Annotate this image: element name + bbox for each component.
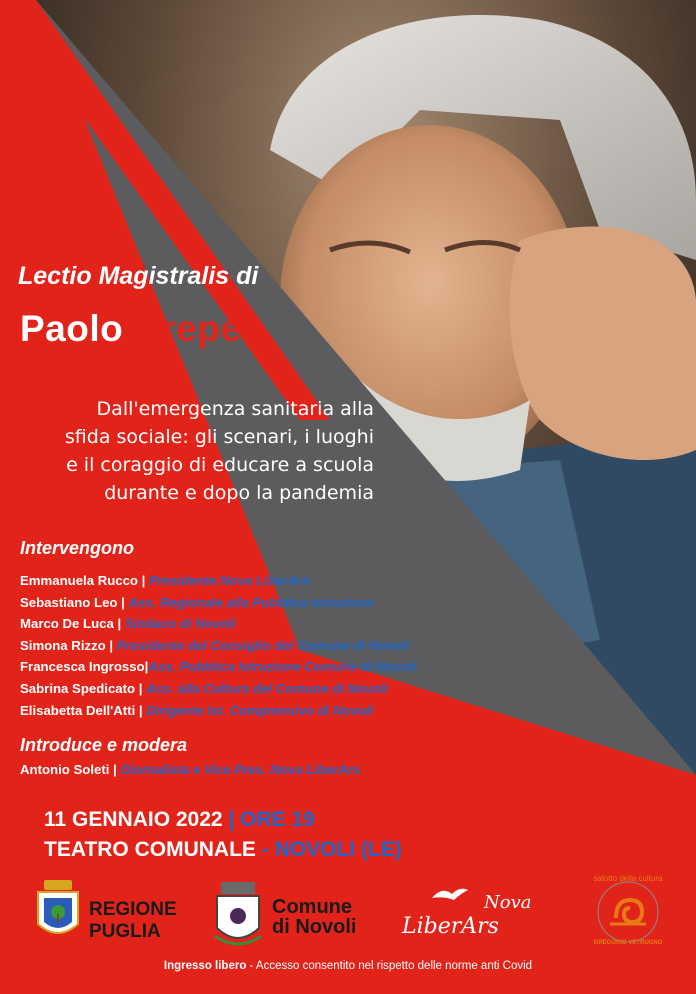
event-date: 11 GENNAIO 2022 — [44, 808, 223, 831]
nova-line2: LiberArs — [402, 914, 499, 939]
speaker-row-name: Marco De Luca | — [20, 616, 122, 632]
regione-line2: PUGLIA — [89, 921, 161, 942]
nova-liberars-logo — [402, 884, 542, 944]
salotto-bottom-text: GREGORIO VETRUGNO — [593, 940, 663, 946]
lecture-subtitle — [14, 395, 374, 507]
date-time-line — [44, 808, 315, 832]
date-separator: | — [222, 808, 241, 831]
speaker-row-role: Sindaco di Novoli — [124, 616, 236, 632]
venue-line — [44, 838, 402, 862]
moderator-role: Giornalista e Vice Pres. Nova LiberArs — [120, 762, 361, 777]
speaker-row-name: Simona Rizzo | — [20, 637, 114, 653]
moderator-row — [20, 762, 360, 777]
event-venue: TEATRO COMUNALE — [44, 838, 256, 861]
comune-novoli-crest-icon — [211, 882, 265, 952]
speaker-first-name: Paolo — [20, 308, 124, 349]
footer-note — [20, 960, 676, 972]
speaker-row-role: Presidente del Consiglio del Comune di Novoli — [116, 637, 410, 653]
salotto-cultura-logo — [582, 872, 674, 952]
moderator-heading: Introduce e modera — [20, 735, 188, 755]
regione-line1: REGIONE — [89, 899, 177, 920]
intervengono-heading: Intervengono — [20, 538, 135, 558]
event-time: ORE 19 — [240, 808, 315, 831]
comune-line1: Comune — [272, 896, 352, 918]
regione-puglia-crest-icon — [36, 880, 80, 942]
speaker-row-name: Sabrina Spedicato | — [20, 680, 143, 696]
footer-rest: - Accesso consentito nel rispetto delle norme anti Covid — [246, 960, 533, 972]
speaker-row-name: Sebastiano Leo | — [20, 594, 125, 610]
speaker-row-name: Elisabetta Dell'Atti | — [20, 702, 143, 718]
speaker-row-name: Emmanuela Rucco | — [20, 573, 146, 588]
speaker-row — [20, 635, 416, 657]
event-city: NOVOLI (LE) — [274, 838, 402, 861]
speakers-list — [20, 570, 416, 721]
subtitle-line: durante e dopo la pandemia — [104, 482, 374, 504]
venue-separator: - — [255, 838, 275, 861]
speaker-row-name: Francesca Ingrosso| — [20, 659, 149, 675]
speaker-row — [20, 700, 416, 722]
footer-bold: Ingresso libero — [163, 960, 247, 972]
comune-novoli-logo — [272, 897, 356, 937]
subtitle-line: e il coraggio di educare a scuola — [66, 454, 374, 476]
speaker-row-role: Presidente Nova LiberArs — [149, 573, 311, 588]
moderator-name: Antonio Soleti | — [20, 762, 117, 777]
lectio-heading: Lectio Magistralis di — [18, 262, 259, 290]
speaker-row-role: Ass. alla Cultura del Comune di Novoli — [146, 680, 388, 696]
subtitle-line: sfida sociale: gli scenari, i luoghi — [64, 426, 374, 448]
speaker-last-name: Crepet — [134, 308, 255, 349]
salotto-top-text: salotto della cultura — [593, 874, 663, 883]
speaker-row-role: Ass. Pubblica Istruzione Comune di Novoli — [148, 659, 417, 675]
regione-puglia-logo — [89, 899, 177, 943]
bird-icon — [430, 884, 470, 904]
speaker-row — [20, 570, 416, 592]
nova-line1: Nova — [484, 892, 532, 913]
speaker-row — [20, 656, 416, 678]
comune-line2: di Novoli — [272, 916, 357, 938]
speaker-row-role: Ass. Regionale alla Pubblica Istruzione — [128, 594, 374, 610]
speaker-row — [20, 678, 416, 700]
speaker-row — [20, 592, 416, 614]
speaker-row-role: Dirigente Ist. Comprensivo di Novoli — [146, 702, 374, 718]
speaker-name — [20, 308, 254, 350]
subtitle-line: Dall'emergenza sanitaria alla — [96, 398, 374, 420]
speaker-row — [20, 613, 416, 635]
